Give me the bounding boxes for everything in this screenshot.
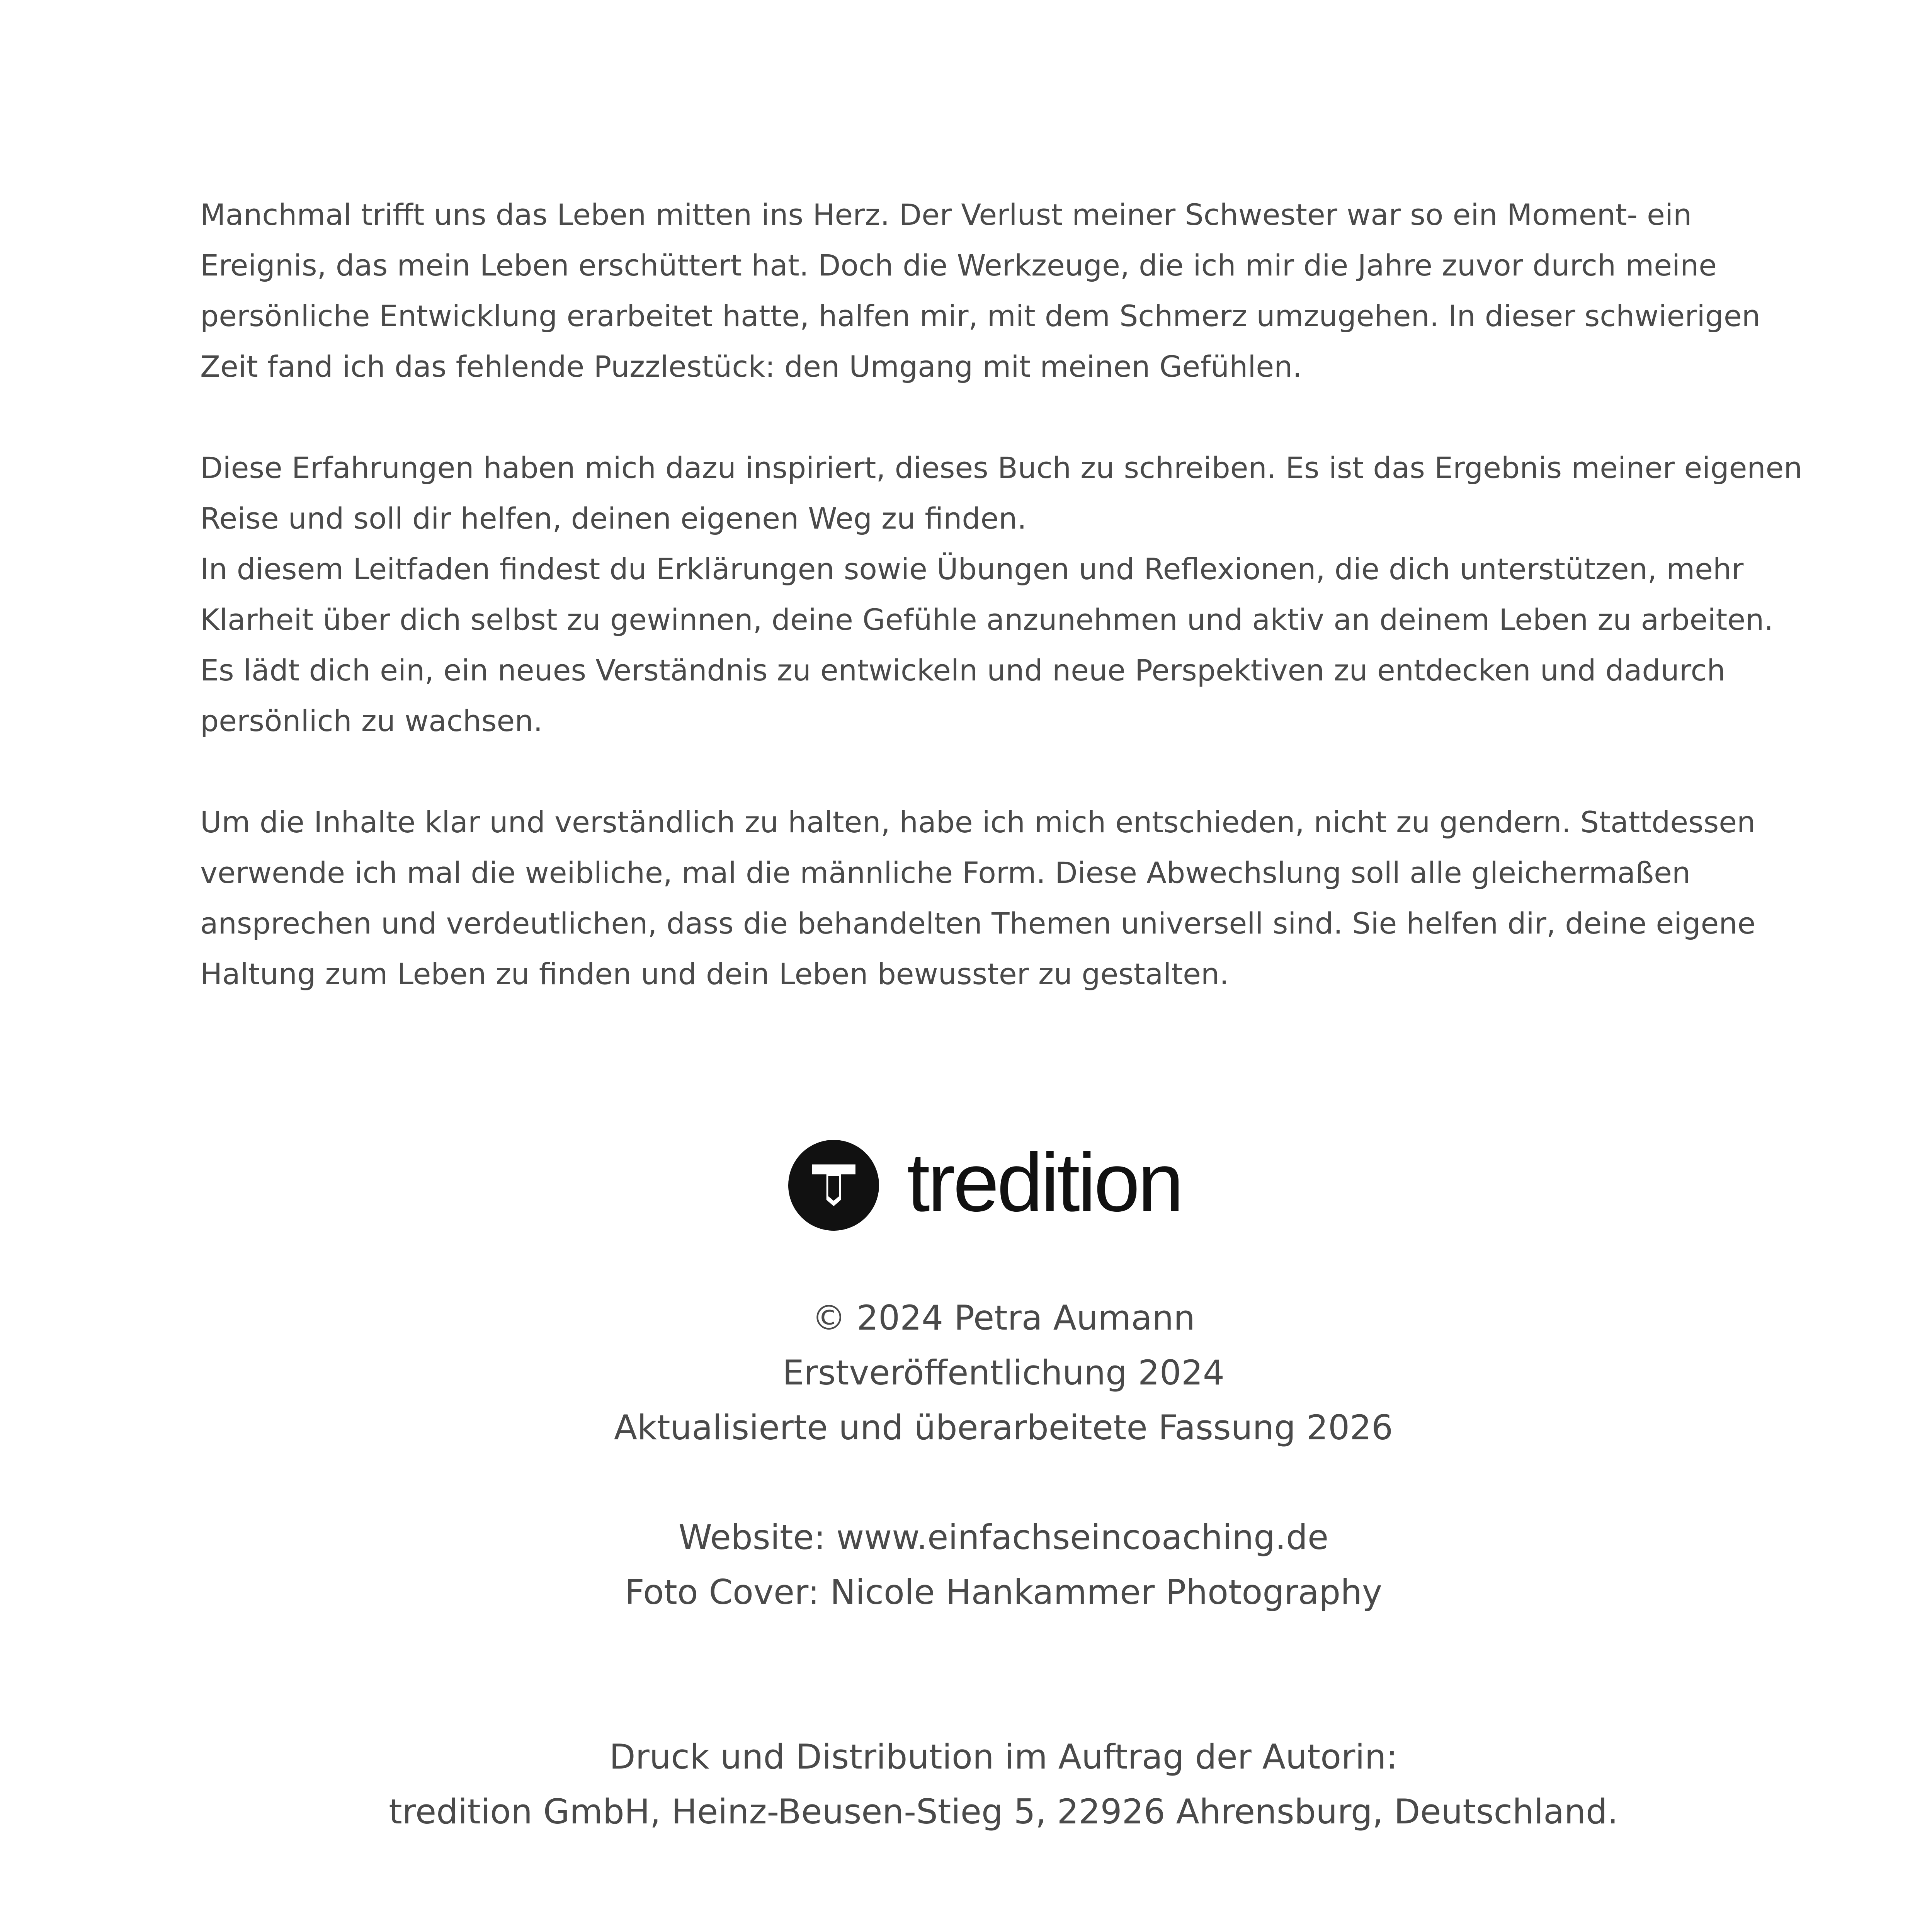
first-edition-line: Erstveröffentlichung 2024 <box>782 1353 1225 1393</box>
paragraph-gap <box>200 392 1823 442</box>
intro-paragraph-1: Manchmal trifft uns das Leben mitten ins Herz. Der Verlust meiner Schwester war so ein Moment- ein Ereignis, das mein Leben erschüttert hat. Doch die Werkzeuge, die ich mir die Jahre zuvor durch meine persönliche Entwicklung erarbeitet hatte, halfen mir, mit dem Schmerz umzugehen. In dieser schwierigen Zeit fand ich das fehlende Puzzlestück: den Umgang mit meinen Gefühlen. <box>200 197 1760 384</box>
website-line[interactable]: Website: www.einfachseincoaching.de <box>678 1517 1329 1557</box>
logo-wordmark: tredition <box>907 1136 1182 1229</box>
imprint-block <box>0 1291 1932 1839</box>
copyright-line: © 2024 Petra Aumann <box>812 1298 1195 1338</box>
intro-paragraph-4: Um die Inhalte klar und verständlich zu halten, habe ich mich entschieden, nicht zu gendern. Stattdessen verwende ich mal die weibliche, mal die männliche Form. Diese Abwechslung soll alle gleichermaßen ansprechen und verdeutlichen, dass die behandelten Themen universell sind. Sie helfen dir, deine eigene Haltung zum Leben zu finden und dein Leben bewusster zu gestalten. <box>200 805 1756 991</box>
imprint-spacer <box>0 1620 1932 1730</box>
imprint-spacer <box>0 1455 1932 1510</box>
revised-edition-line: Aktualisierte und überarbeitete Fassung 2026 <box>614 1408 1393 1447</box>
paragraph-gap <box>200 746 1823 797</box>
intro-paragraph-3: In diesem Leitfaden findest du Erklärungen sowie Übungen und Reflexionen, die dich unterstützen, mehr Klarheit über dich selbst zu gewinnen, deine Gefühle anzunehmen und aktiv an deinem Leben zu arbeiten. Es lädt dich ein, ein neues Verständnis zu entwickeln und neue Perspektiven zu entdecken und dadurch persönlich zu wachsen. <box>200 552 1774 738</box>
intro-text <box>200 189 1823 999</box>
publisher-address-line: tredition GmbH, Heinz-Beusen-Stieg 5, 22926 Ahrensburg, Deutschland. <box>389 1792 1618 1832</box>
tredition-logo <box>788 1136 1182 1231</box>
intro-paragraph-2: Diese Erfahrungen haben mich dazu inspiriert, dieses Buch zu schreiben. Es ist das Ergebnis meiner eigenen Reise und soll dir helfen, deinen eigenen Weg zu finden. <box>200 451 1803 536</box>
tredition-logo-icon <box>788 1140 879 1231</box>
cover-photo-line: Foto Cover: Nicole Hankammer Photography <box>624 1572 1383 1612</box>
print-distribution-line: Druck und Distribution im Auftrag der Autorin: <box>609 1737 1398 1777</box>
